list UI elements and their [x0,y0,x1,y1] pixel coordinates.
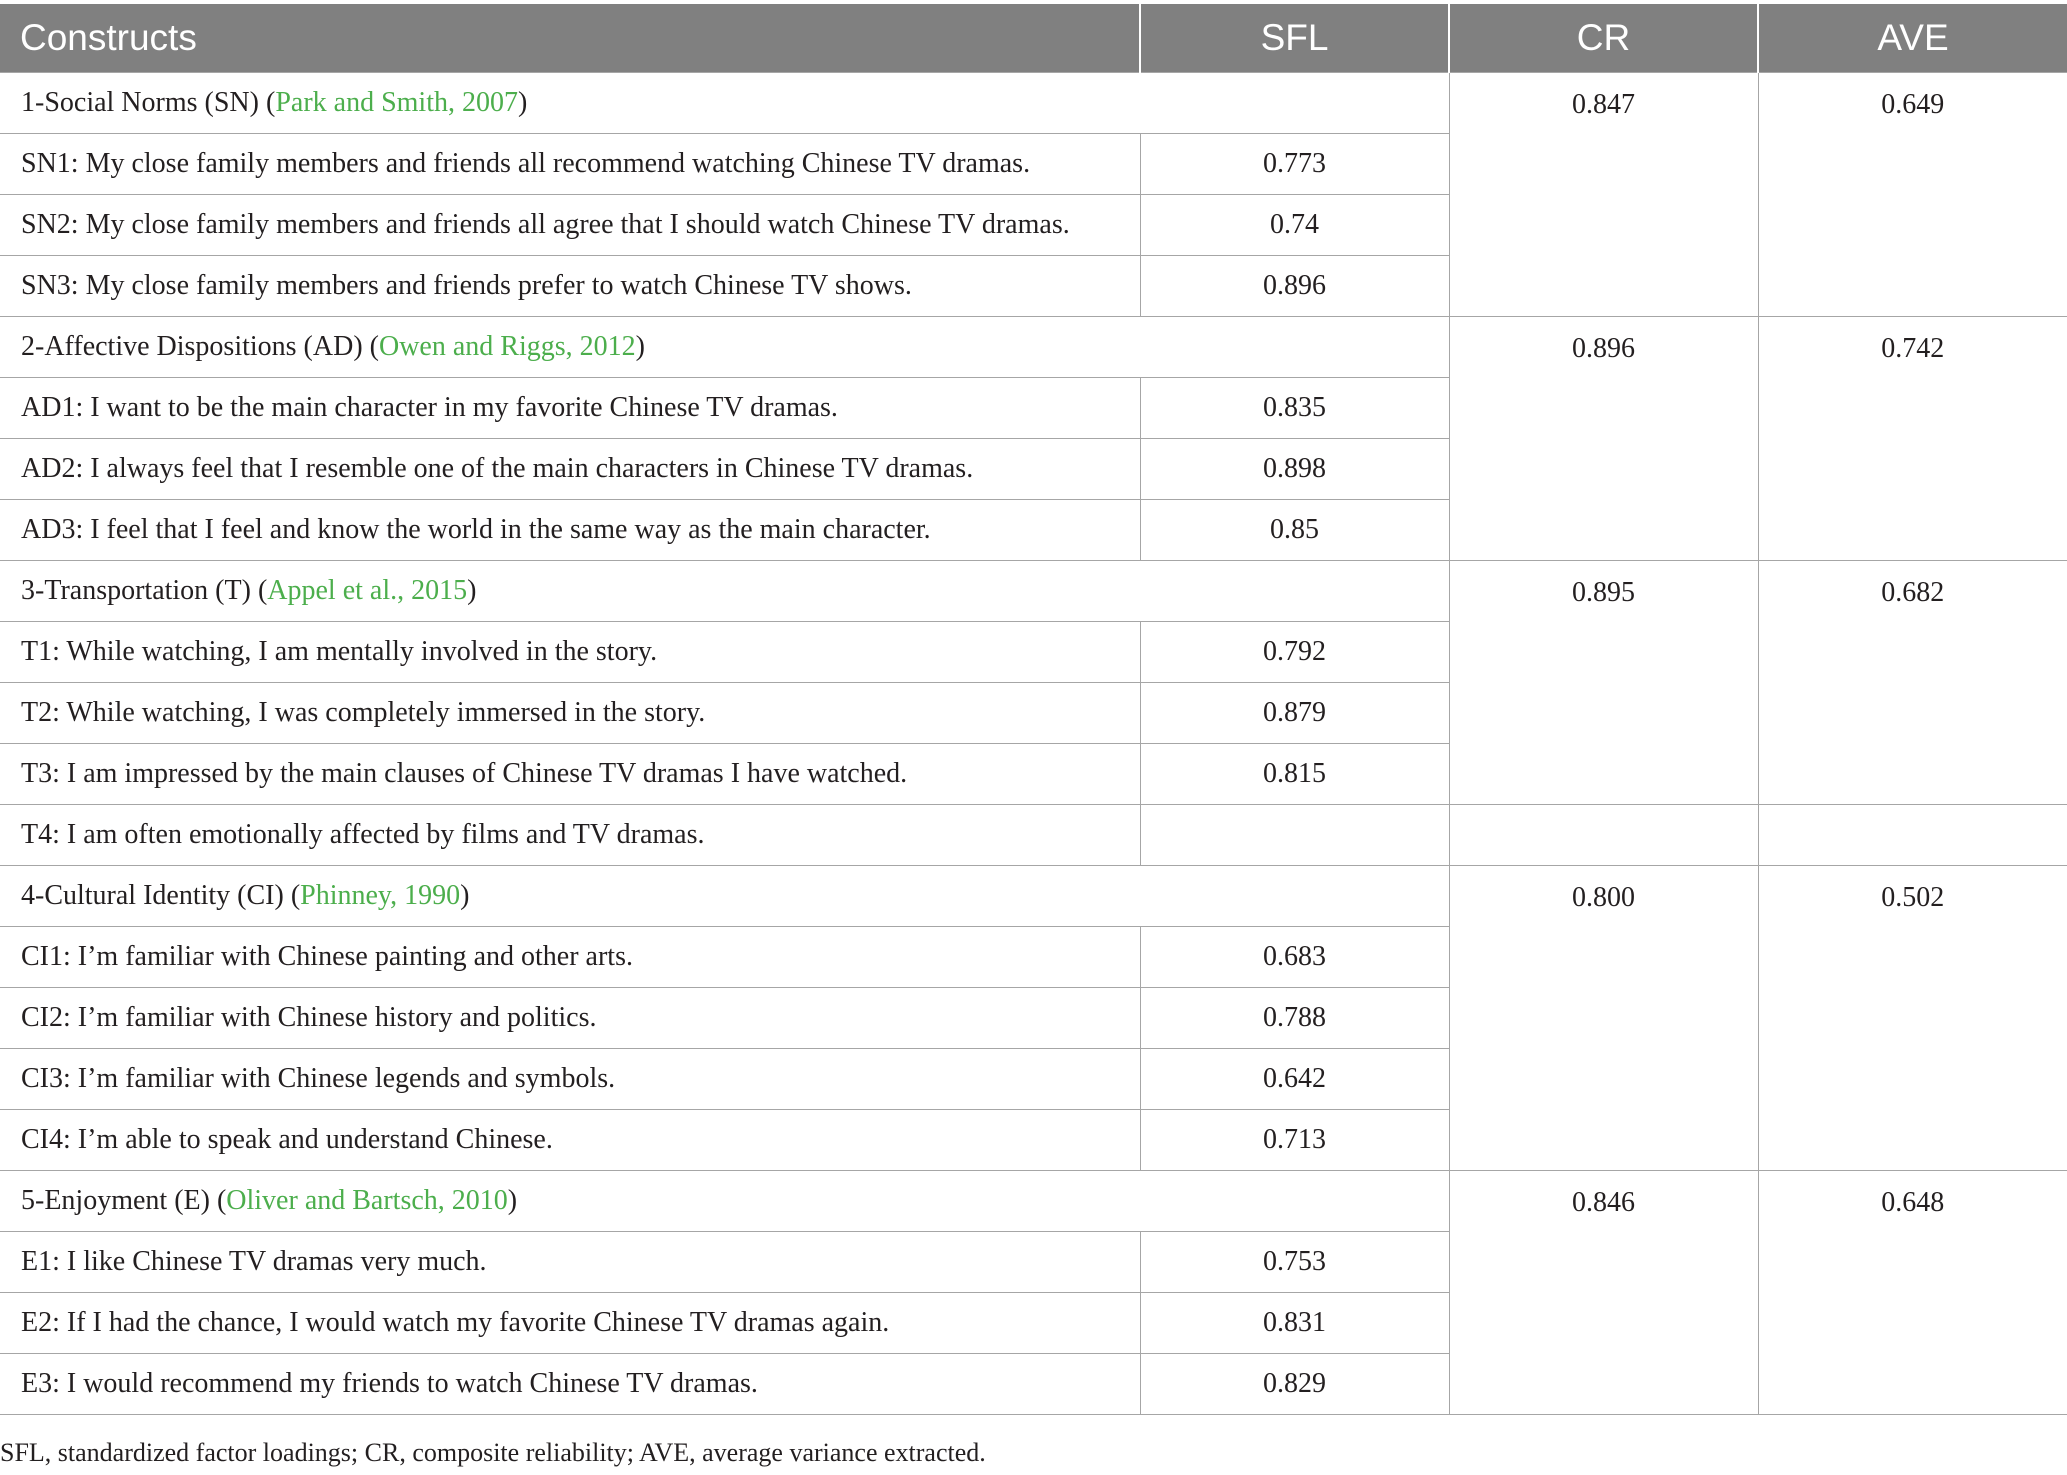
group-row [0,73,2067,134]
group-title-cell: 5-Enjoyment (E) (Oliver and Bartsch, 2010) [0,1171,1449,1232]
header-sfl: SFL [1140,4,1449,73]
constructs-table [0,4,2067,1415]
group-title: 4-Cultural Identity (CI) [21,880,284,911]
citation-link[interactable]: Appel et al., 2015 [267,575,468,606]
group-row [0,1171,2067,1232]
item-label: AD2: I always feel that I resemble one of the main characters in Chinese TV dramas. [0,439,1140,500]
sfl-value: 0.831 [1140,1293,1449,1354]
group-title-cell: 1-Social Norms (SN) (Park and Smith, 2007) [0,73,1449,134]
item-label: AD1: I want to be the main character in my favorite Chinese TV dramas. [0,378,1140,439]
group-row [0,561,2067,622]
ave-value: 0.742 [1758,317,2067,561]
header-cr: CR [1449,4,1758,73]
header-row [0,4,2067,73]
cr-value: 0.800 [1449,866,1758,1171]
sfl-value: 0.896 [1140,256,1449,317]
sfl-value: 0.713 [1140,1110,1449,1171]
sfl-value: 0.74 [1140,195,1449,256]
citation-link[interactable]: Phinney, 1990 [300,880,461,911]
sfl-value: 0.898 [1140,439,1449,500]
item-label: E2: If I had the chance, I would watch my favorite Chinese TV dramas again. [0,1293,1140,1354]
item-label: CI4: I’m able to speak and understand Chinese. [0,1110,1140,1171]
cr-value: 0.896 [1449,317,1758,561]
group-title: 2-Affective Dispositions (AD) [21,331,363,362]
group-title: 1-Social Norms (SN) [21,87,259,118]
citation-link[interactable]: Oliver and Bartsch, 2010 [226,1185,508,1216]
ave-value: 0.649 [1758,73,2067,317]
citation-link[interactable]: Owen and Riggs, 2012 [378,331,636,362]
ave-value: 0.682 [1758,561,2067,805]
header-ave: AVE [1758,4,2067,73]
sfl-value: 0.879 [1140,683,1449,744]
cr-value: 0.847 [1449,73,1758,317]
cr-value-empty [1449,805,1758,866]
item-label: E3: I would recommend my friends to watch Chinese TV dramas. [0,1354,1140,1415]
group-title-cell: 3-Transportation (T) (Appel et al., 2015) [0,561,1449,622]
group-title: 3-Transportation (T) [21,575,251,606]
sfl-value [1140,805,1449,866]
cr-value: 0.895 [1449,561,1758,805]
sfl-value: 0.753 [1140,1232,1449,1293]
cr-value: 0.846 [1449,1171,1758,1415]
sfl-value: 0.815 [1140,744,1449,805]
item-label: E1: I like Chinese TV dramas very much. [0,1232,1140,1293]
sfl-value: 0.642 [1140,1049,1449,1110]
sfl-value: 0.85 [1140,500,1449,561]
sfl-value: 0.835 [1140,378,1449,439]
sfl-value: 0.773 [1140,134,1449,195]
group-row [0,317,2067,378]
item-label: CI2: I’m familiar with Chinese history and politics. [0,988,1140,1049]
table-footnote: SFL, standardized factor loadings; CR, composite reliability; AVE, average variance extracted. [0,1438,986,1467]
item-label: T4: I am often emotionally affected by films and TV dramas. [0,805,1140,866]
sfl-value: 0.683 [1140,927,1449,988]
item-label: T1: While watching, I am mentally involved in the story. [0,622,1140,683]
item-label: SN3: My close family members and friends prefer to watch Chinese TV shows. [0,256,1140,317]
table-row [0,805,2067,866]
ave-value-empty [1758,805,2067,866]
group-row [0,866,2067,927]
ave-value: 0.648 [1758,1171,2067,1415]
ave-value: 0.502 [1758,866,2067,1171]
sfl-value: 0.788 [1140,988,1449,1049]
item-label: SN1: My close family members and friends all recommend watching Chinese TV dramas. [0,134,1140,195]
item-label: T2: While watching, I was completely immersed in the story. [0,683,1140,744]
sfl-value: 0.792 [1140,622,1449,683]
item-label: CI1: I’m familiar with Chinese painting and other arts. [0,927,1140,988]
group-title-cell: 2-Affective Dispositions (AD) (Owen and Riggs, 2012) [0,317,1449,378]
group-title: 5-Enjoyment (E) [21,1185,210,1216]
item-label: T3: I am impressed by the main clauses of Chinese TV dramas I have watched. [0,744,1140,805]
group-title-cell: 4-Cultural Identity (CI) (Phinney, 1990) [0,866,1449,927]
header-constructs: Constructs [0,4,1140,73]
item-label: AD3: I feel that I feel and know the world in the same way as the main character. [0,500,1140,561]
citation-link[interactable]: Park and Smith, 2007 [275,87,518,118]
sfl-value: 0.829 [1140,1354,1449,1415]
item-label: CI3: I’m familiar with Chinese legends and symbols. [0,1049,1140,1110]
item-label: SN2: My close family members and friends all agree that I should watch Chinese TV dramas. [0,195,1140,256]
